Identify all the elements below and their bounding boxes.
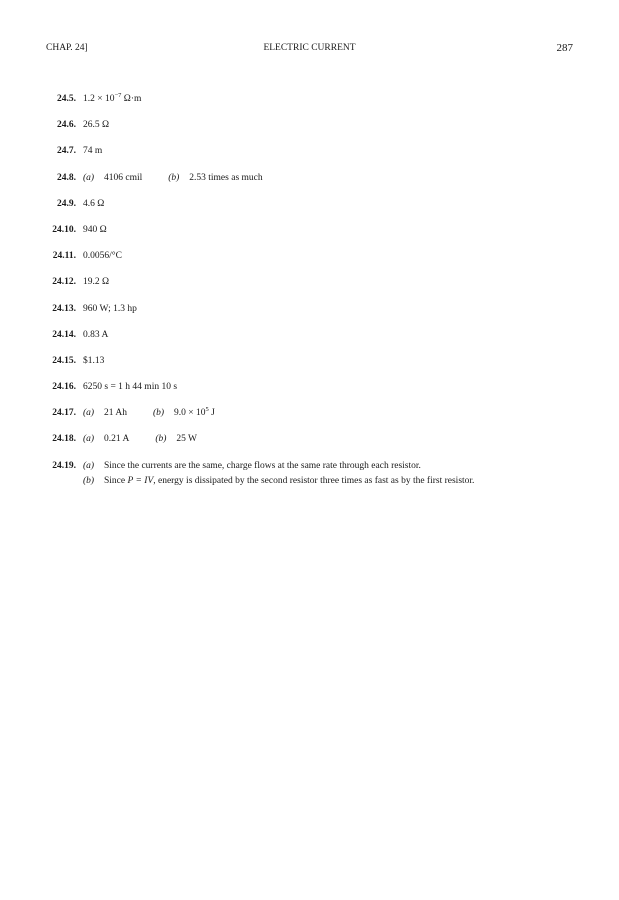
part-b-label: (b) [168,172,180,183]
answer-24-12 [0,277,619,303]
answer-text: 940 Ω [83,224,107,235]
answer-24-10 [0,225,619,251]
part-a-text: 4106 cmil [104,172,143,183]
answer-number: 24.12. [52,277,76,288]
part-b-text-start: Since [104,475,128,486]
answer-part-a [83,461,421,471]
answer-text: 19.2 Ω [83,277,110,288]
answer-number: 24.10. [52,224,76,235]
answer-24-7 [0,146,619,172]
answer-exponent: −7 [114,92,122,99]
answer-24-15 [0,356,619,382]
answer-number: 24.6. [57,120,76,131]
answer-24-11 [0,251,619,277]
answer-24-16 [0,382,619,408]
answer-24-17 [0,408,619,434]
answer-text: 0.83 A [83,329,109,340]
part-b-text-end: , energy is dissipated by the second resistor three times as fast as by the first resistor. [153,475,475,486]
answer-24-9 [0,199,619,225]
answer-number: 24.17. [52,408,76,419]
answer-24-5 [0,94,619,120]
answer-number: 24.18. [52,434,76,445]
answer-text [83,434,197,444]
answer-number: 24.9. [57,198,76,209]
part-a-label: (a) [83,460,95,471]
answer-text: $1.13 [83,355,105,366]
running-title: ELECTRIC CURRENT [263,43,356,53]
answer-number: 24.7. [57,146,76,157]
part-b-label: (b) [155,434,167,445]
answer-text: 960 W; 1.3 hp [83,303,137,314]
answer-number: 24.11. [52,251,76,262]
answer-number: 24.5. [57,94,76,104]
answer-text: 6250 s = 1 h 44 min 10 s [83,382,178,393]
answer-part-b [83,476,474,486]
answer-text [83,408,215,418]
part-b-label: (b) [83,475,95,486]
answers-list [0,92,619,486]
part-b-unit: J [208,408,215,419]
part-b-text: 25 W [176,434,198,445]
answer-number: 24.16. [52,382,76,393]
chapter-label: CHAP. 24] [46,43,88,53]
answer-number: 24.14. [52,329,76,340]
answer-24-13 [0,304,619,330]
power-equation: P = IV [127,475,154,486]
answer-text [83,173,263,183]
page-number: 287 [556,42,573,54]
answer-24-18 [0,434,619,460]
part-b-text: 2.53 times as much [189,172,263,183]
answer-number: 24.15. [52,355,76,366]
answer-number: 24.13. [52,303,76,314]
answer-text: 26.5 Ω [83,120,110,131]
part-b-label: (b) [152,408,165,419]
part-a-label: (a) [83,434,95,445]
answer-24-8 [0,173,619,199]
part-a-label: (a) [83,408,95,419]
part-b-mantissa: 9.0 × 10 [173,408,206,419]
answer-unit: Ω·m [121,94,142,104]
answer-24-6 [0,120,619,146]
part-a-text: Since the currents are the same, charge flows at the same rate through each resistor. [104,460,421,471]
answer-number: 24.19. [52,460,76,471]
answer-number: 24.8. [57,172,76,183]
part-a-text: 0.21 A [104,434,130,445]
answer-text: 4.6 Ω [83,198,105,209]
part-b-exponent: 5 [205,406,209,414]
answer-text: 0.0056/°C [83,251,122,262]
part-a-text: 21 Ah [104,408,127,419]
answer-mantissa: 1.2 × 10 [83,94,115,104]
answer-text [83,94,141,104]
page-header [0,43,619,57]
answer-24-14 [0,330,619,356]
part-a-label: (a) [83,172,95,183]
answer-text: 74 m [83,146,103,157]
